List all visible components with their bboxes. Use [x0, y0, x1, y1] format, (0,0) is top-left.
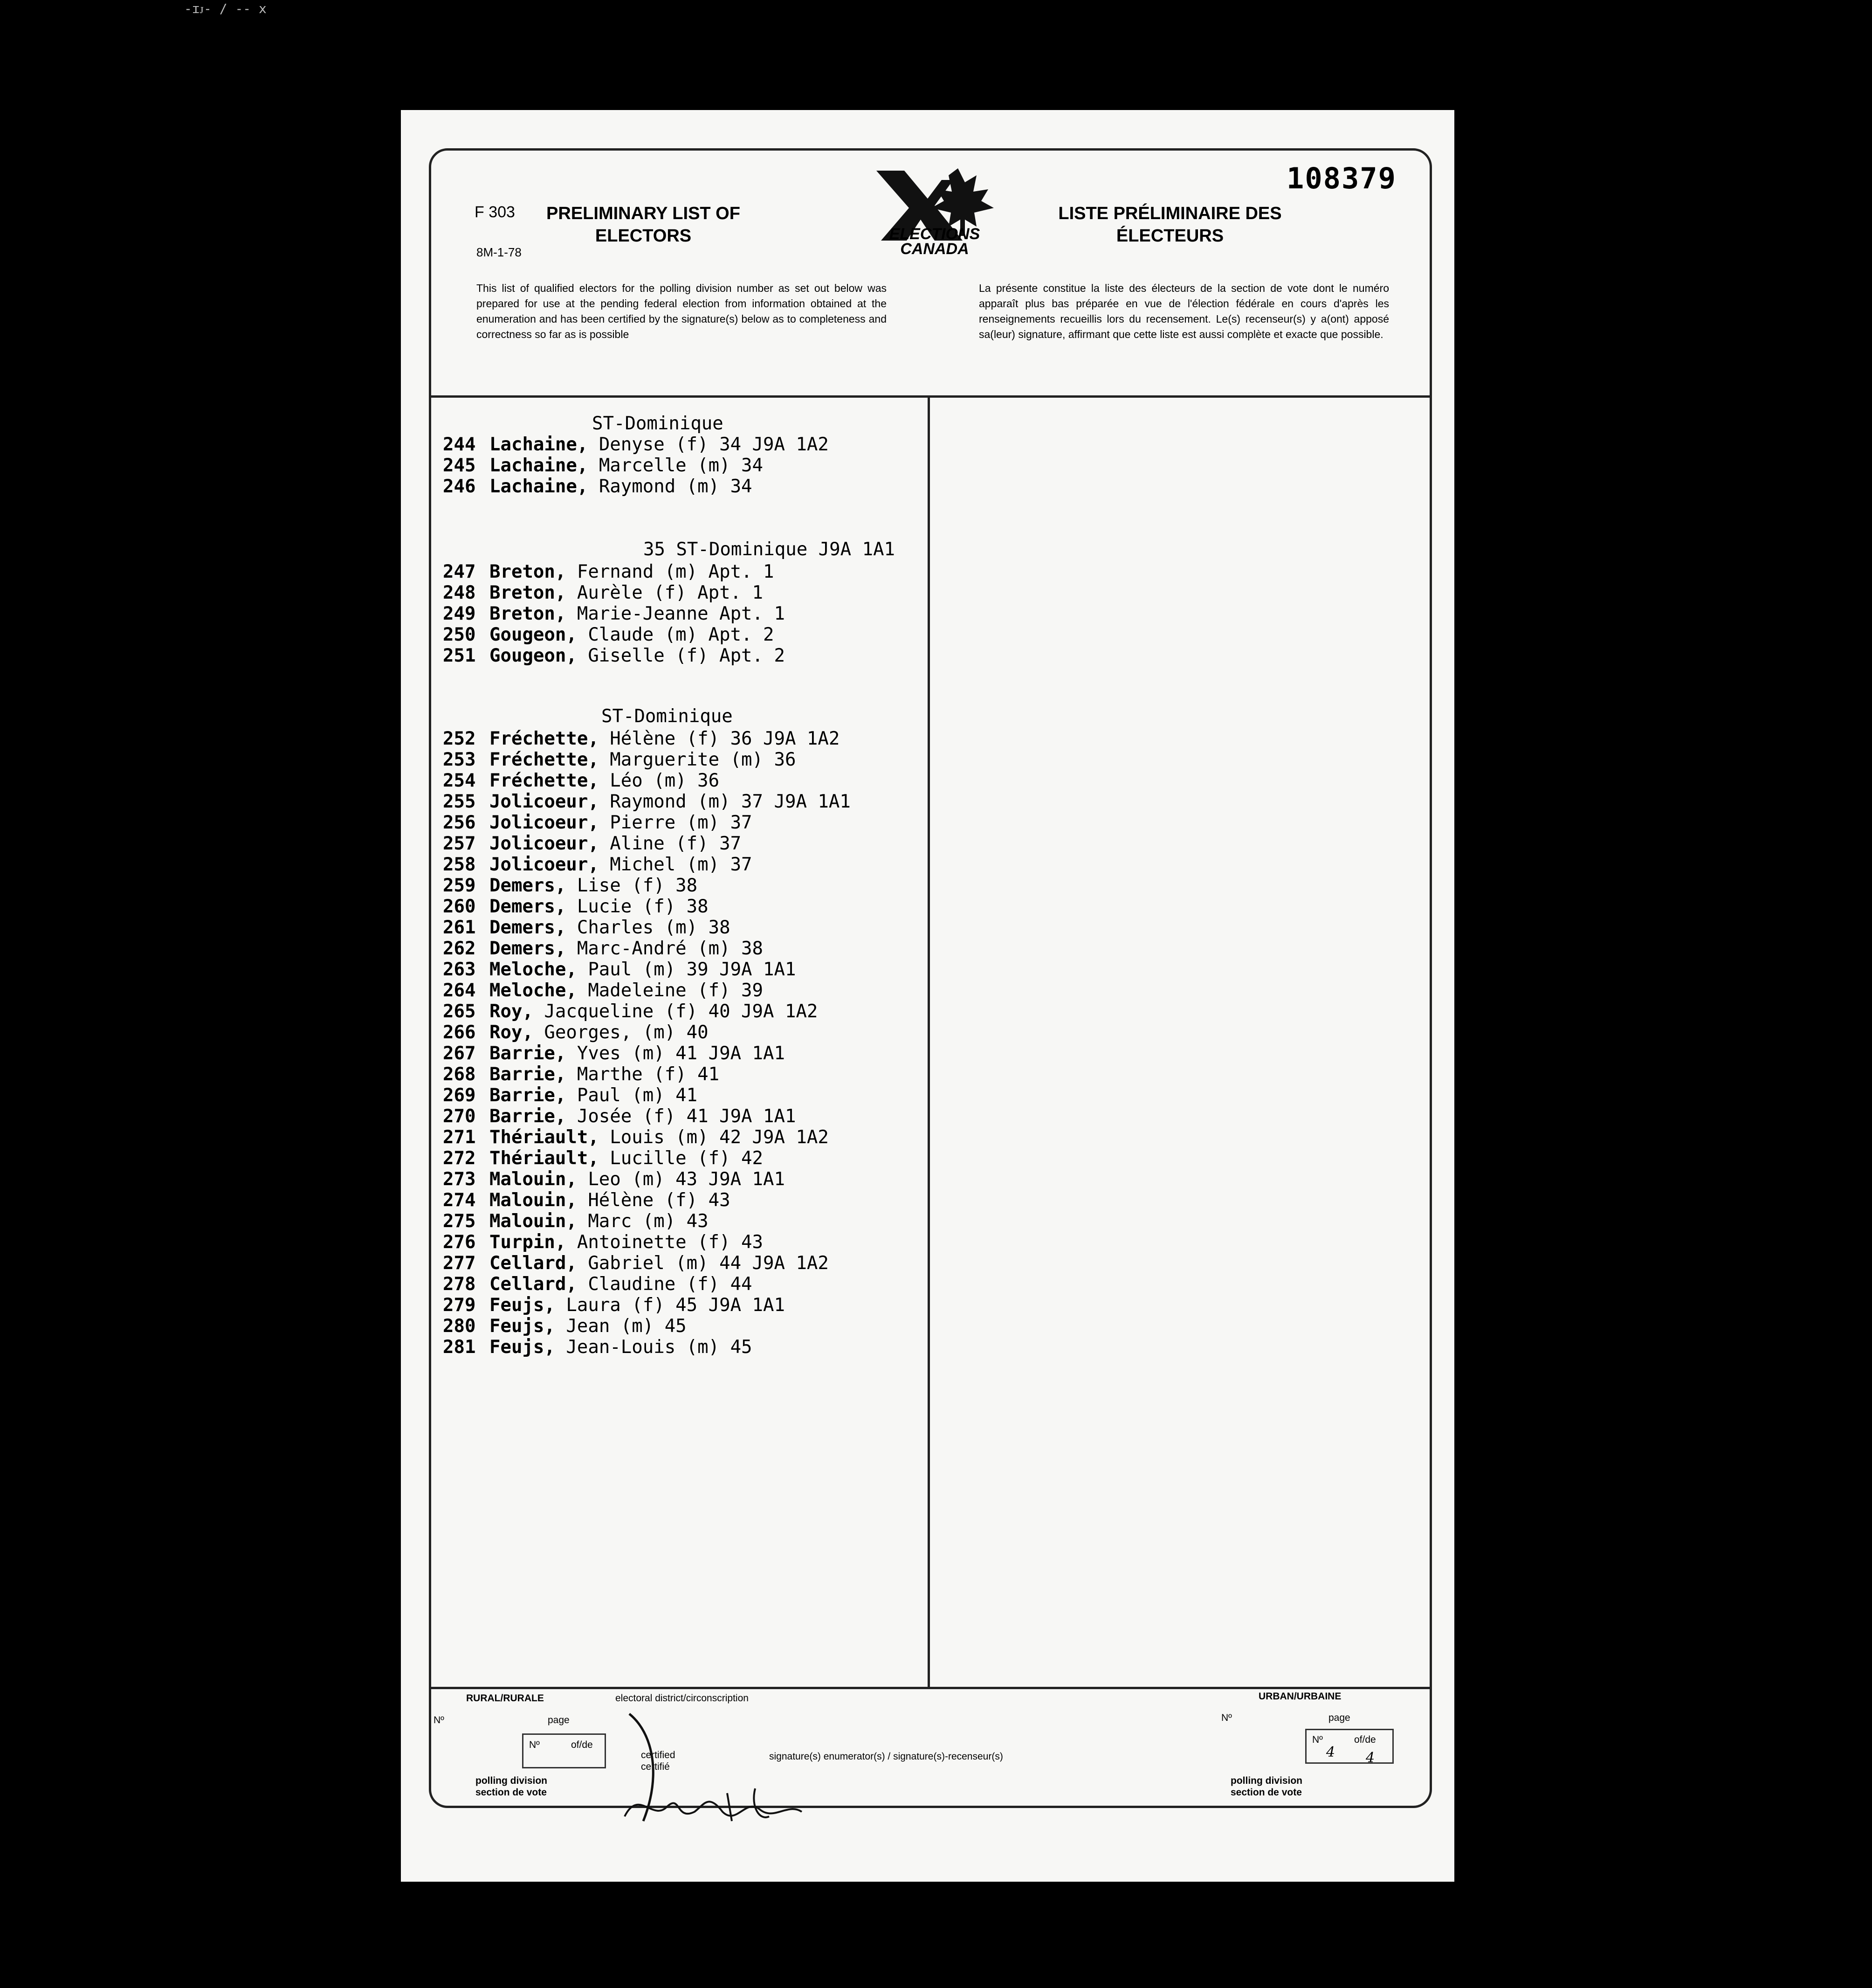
entry-details: Charles (m) 38: [577, 917, 730, 938]
entry-number: 248: [443, 582, 476, 603]
entry-number: 245: [443, 455, 476, 476]
entry-number: 269: [443, 1085, 476, 1106]
entry-surname: Barrie,: [489, 1085, 566, 1106]
entry-number: 265: [443, 1001, 476, 1022]
entry-details: Laura (f) 45 J9A 1A1: [566, 1295, 785, 1316]
entry-surname: Malouin,: [489, 1211, 577, 1232]
list-item: [443, 603, 785, 624]
entry-number: 280: [443, 1316, 476, 1337]
entry-number: 274: [443, 1190, 476, 1211]
rural-page-box: [522, 1733, 606, 1768]
list-item: [443, 1274, 752, 1295]
entry-details: Lucille (f) 42: [610, 1148, 764, 1169]
list-item: [443, 624, 774, 645]
list-item: [443, 561, 774, 582]
list-item: [443, 1001, 818, 1022]
signature-label: signature(s) enumerator(s) / signature(s)-recenseur(s): [769, 1751, 1003, 1762]
list-item: [443, 896, 709, 917]
entry-surname: Feujs,: [489, 1316, 555, 1337]
entry-number: 281: [443, 1337, 476, 1358]
list-item: [443, 875, 697, 896]
entry-surname: Lachaine,: [489, 455, 588, 476]
form-footer: [429, 1689, 1432, 1806]
list-item: [443, 791, 851, 812]
entry-details: Giselle (f) Apt. 2: [588, 645, 785, 666]
list-item: [443, 645, 785, 666]
list-item: [443, 1253, 829, 1274]
list-item: [443, 434, 829, 455]
entry-surname: Lachaine,: [489, 476, 588, 497]
title-french: LISTE PRÉLIMINAIRE DES ÉLECTEURS: [1058, 204, 1282, 246]
entry-number: 278: [443, 1274, 476, 1295]
entry-number: 261: [443, 917, 476, 938]
entry-details: Madeleine (f) 39: [588, 980, 764, 1001]
entry-details: Claudine (f) 44: [588, 1274, 752, 1295]
entry-surname: Breton,: [489, 561, 566, 582]
list-item: [443, 1316, 687, 1337]
urban-page-number: 4: [1326, 1744, 1335, 1760]
entry-surname: Cellard,: [489, 1253, 577, 1274]
entry-number: 263: [443, 959, 476, 980]
entry-number: 258: [443, 854, 476, 875]
list-item: [443, 959, 796, 980]
entry-number: 260: [443, 896, 476, 917]
entry-details: Jacqueline (f) 40 J9A 1A2: [544, 1001, 818, 1022]
entry-surname: Thériault,: [489, 1127, 599, 1148]
entry-number: 275: [443, 1211, 476, 1232]
rural-label: RURAL/RURALE: [466, 1693, 544, 1704]
entry-number: 264: [443, 980, 476, 1001]
entry-number: 244: [443, 434, 476, 455]
list-item: [443, 980, 763, 1001]
entry-number: 267: [443, 1043, 476, 1064]
section-heading: ST-Dominique: [592, 413, 723, 434]
list-item: [443, 1022, 709, 1043]
entry-number: 277: [443, 1253, 476, 1274]
logo-wordmark: ELECTIONS CANADA: [889, 225, 980, 258]
entry-number: 266: [443, 1022, 476, 1043]
entry-surname: Cellard,: [489, 1274, 577, 1295]
entry-number: 254: [443, 770, 476, 791]
urban-label: URBAN/URBAINE: [1259, 1691, 1342, 1702]
entry-surname: Thériault,: [489, 1148, 599, 1169]
entry-surname: Demers,: [489, 875, 566, 896]
entry-surname: Gougeon,: [489, 624, 577, 645]
electors-list-sheet: [401, 110, 1454, 1882]
entry-details: Yves (m) 41 J9A 1A1: [577, 1043, 785, 1064]
urban-page-total: 4: [1366, 1750, 1375, 1766]
entry-surname: Fréchette,: [489, 749, 599, 770]
entry-surname: Jolicoeur,: [489, 791, 599, 812]
entry-details: Lucie (f) 38: [577, 896, 709, 917]
list-item: [443, 1190, 730, 1211]
list-item: [443, 1232, 763, 1253]
entry-surname: Roy,: [489, 1001, 533, 1022]
entry-details: Raymond (m) 34: [599, 476, 752, 497]
title-english: PRELIMINARY LIST OF ELECTORS: [546, 204, 740, 246]
rural-no-label: Nº: [434, 1715, 444, 1726]
list-item: [443, 1148, 763, 1169]
urban-polling-label: polling division: [1231, 1775, 1302, 1786]
entry-number: 250: [443, 624, 476, 645]
list-item: [443, 476, 752, 497]
list-item: [443, 1085, 697, 1106]
entry-details: Josée (f) 41 J9A 1A1: [577, 1106, 796, 1127]
entry-details: Gabriel (m) 44 J9A 1A2: [588, 1253, 829, 1274]
entry-details: Claude (m) Apt. 2: [588, 624, 774, 645]
enumerator-signature-icon: [611, 1705, 900, 1830]
list-item: [443, 833, 741, 854]
entry-surname: Malouin,: [489, 1169, 577, 1190]
entry-details: Leo (m) 43 J9A 1A1: [588, 1169, 785, 1190]
entry-details: Jean-Louis (m) 45: [566, 1337, 752, 1358]
entry-details: Pierre (m) 37: [610, 812, 752, 833]
entry-details: Denyse (f) 34 J9A 1A2: [599, 434, 829, 455]
urban-no-label: Nº: [1221, 1712, 1232, 1723]
entry-surname: Gougeon,: [489, 645, 577, 666]
entry-details: Paul (m) 41: [577, 1085, 698, 1106]
header-divider: [429, 395, 1432, 398]
list-item: [443, 749, 796, 770]
entry-number: 259: [443, 875, 476, 896]
film-edge-mark: -ɪᴊ- / -- x: [184, 1, 267, 16]
list-item: [443, 455, 763, 476]
entry-surname: Meloche,: [489, 959, 577, 980]
entry-number: 256: [443, 812, 476, 833]
entry-surname: Demers,: [489, 896, 566, 917]
list-item: [443, 1337, 752, 1358]
list-item: [443, 917, 730, 938]
entry-details: Marc (m) 43: [588, 1211, 709, 1232]
list-item: [443, 582, 763, 603]
entry-surname: Breton,: [489, 603, 566, 624]
certifie-label: certifié: [641, 1761, 670, 1772]
rural-section-label: section de vote: [475, 1787, 547, 1798]
entry-surname: Fréchette,: [489, 728, 599, 749]
entry-details: Marcelle (m) 34: [599, 455, 764, 476]
entry-number: 273: [443, 1169, 476, 1190]
entry-details: Jean (m) 45: [566, 1316, 687, 1337]
entry-surname: Meloche,: [489, 980, 577, 1001]
entry-number: 255: [443, 791, 476, 812]
list-item: [443, 812, 752, 833]
entry-surname: Turpin,: [489, 1232, 566, 1253]
entry-details: Fernand (m) Apt. 1: [577, 561, 774, 582]
form-date-code: 8M-1-78: [476, 245, 522, 259]
rural-page-no-label: Nº: [529, 1740, 540, 1750]
entry-details: Hélène (f) 36 J9A 1A2: [610, 728, 840, 749]
entry-details: Aline (f) 37: [610, 833, 742, 854]
urban-of-label: of/de: [1354, 1734, 1376, 1745]
list-item: [443, 1106, 796, 1127]
entry-number: 249: [443, 603, 476, 624]
list-item: [443, 1169, 785, 1190]
entry-number: 270: [443, 1106, 476, 1127]
list-item: [443, 1043, 785, 1064]
entry-number: 272: [443, 1148, 476, 1169]
entry-number: 262: [443, 938, 476, 959]
entry-details: Michel (m) 37: [610, 854, 752, 875]
entry-surname: Barrie,: [489, 1106, 566, 1127]
rural-polling-label: polling division: [475, 1775, 547, 1786]
entry-surname: Jolicoeur,: [489, 854, 599, 875]
list-item: [443, 770, 719, 791]
urban-page-label: page: [1328, 1712, 1350, 1723]
entry-number: 252: [443, 728, 476, 749]
entry-surname: Jolicoeur,: [489, 812, 599, 833]
entry-surname: Feujs,: [489, 1337, 555, 1358]
entry-number: 251: [443, 645, 476, 666]
entry-surname: Barrie,: [489, 1043, 566, 1064]
list-item: [443, 1295, 785, 1316]
entry-details: Hélène (f) 43: [588, 1190, 730, 1211]
entry-number: 271: [443, 1127, 476, 1148]
entry-number: 268: [443, 1064, 476, 1085]
urban-page-no-label: Nº: [1312, 1734, 1323, 1745]
entry-details: Marthe (f) 41: [577, 1064, 720, 1085]
list-item: [443, 938, 763, 959]
entry-details: Louis (m) 42 J9A 1A2: [610, 1127, 829, 1148]
entry-surname: Feujs,: [489, 1295, 555, 1316]
list-item: [443, 854, 752, 875]
form-number: F 303: [475, 203, 515, 221]
entry-number: 247: [443, 561, 476, 582]
entry-number: 279: [443, 1295, 476, 1316]
entry-surname: Fréchette,: [489, 770, 599, 791]
list-item: [443, 728, 840, 749]
entry-number: 257: [443, 833, 476, 854]
entry-details: Aurèle (f) Apt. 1: [577, 582, 764, 603]
intro-french: La présente constitue la liste des électeurs de la section de vote dont le numéro apparaît plus bas préparée en vue de l'élection fédérale en cours d'après les renseignements recueillis lors du recensement. Le(s) recenseur(s) y a(ont) apposé sa(leur) signature, affirmant que cette liste est aussi complète et exacte que possible.: [979, 282, 1389, 340]
entry-surname: Barrie,: [489, 1064, 566, 1085]
section-heading: ST-Dominique: [601, 706, 733, 727]
section-heading: 35 ST-Dominique J9A 1A1: [643, 539, 895, 560]
entry-number: 276: [443, 1232, 476, 1253]
list-item: [443, 1211, 709, 1232]
entry-details: Georges, (m) 40: [544, 1022, 709, 1043]
certified-label: certified: [641, 1750, 675, 1760]
entry-details: Antoinette (f) 43: [577, 1232, 764, 1253]
rural-page-label: page: [548, 1715, 570, 1726]
entry-surname: Lachaine,: [489, 434, 588, 455]
entry-number: 246: [443, 476, 476, 497]
serial-number: 108379: [1287, 161, 1397, 195]
entry-details: Marc-André (m) 38: [577, 938, 764, 959]
entry-details: Marie-Jeanne Apt. 1: [577, 603, 785, 624]
intro-english: This list of qualified electors for the polling division number as set out below was prepared for use at the pending federal election from information obtained at the enumeration and has been certified by the signature(s) below as to completeness and correctness so far as is possible: [476, 282, 887, 340]
list-item: [443, 1127, 829, 1148]
column-divider: [928, 395, 930, 1687]
district-label: electoral district/circonscription: [615, 1693, 749, 1704]
entry-details: Lise (f) 38: [577, 875, 698, 896]
entry-surname: Roy,: [489, 1022, 533, 1043]
entry-surname: Demers,: [489, 917, 566, 938]
entry-surname: Breton,: [489, 582, 566, 603]
list-item: [443, 1064, 719, 1085]
urban-section-label: section de vote: [1231, 1787, 1302, 1798]
entry-surname: Demers,: [489, 938, 566, 959]
entry-details: Paul (m) 39 J9A 1A1: [588, 959, 796, 980]
entry-details: Marguerite (m) 36: [610, 749, 796, 770]
entry-surname: Malouin,: [489, 1190, 577, 1211]
entry-number: 253: [443, 749, 476, 770]
entry-details: Léo (m) 36: [610, 770, 720, 791]
rural-of-label: of/de: [571, 1740, 593, 1750]
entry-details: Raymond (m) 37 J9A 1A1: [610, 791, 851, 812]
entry-surname: Jolicoeur,: [489, 833, 599, 854]
